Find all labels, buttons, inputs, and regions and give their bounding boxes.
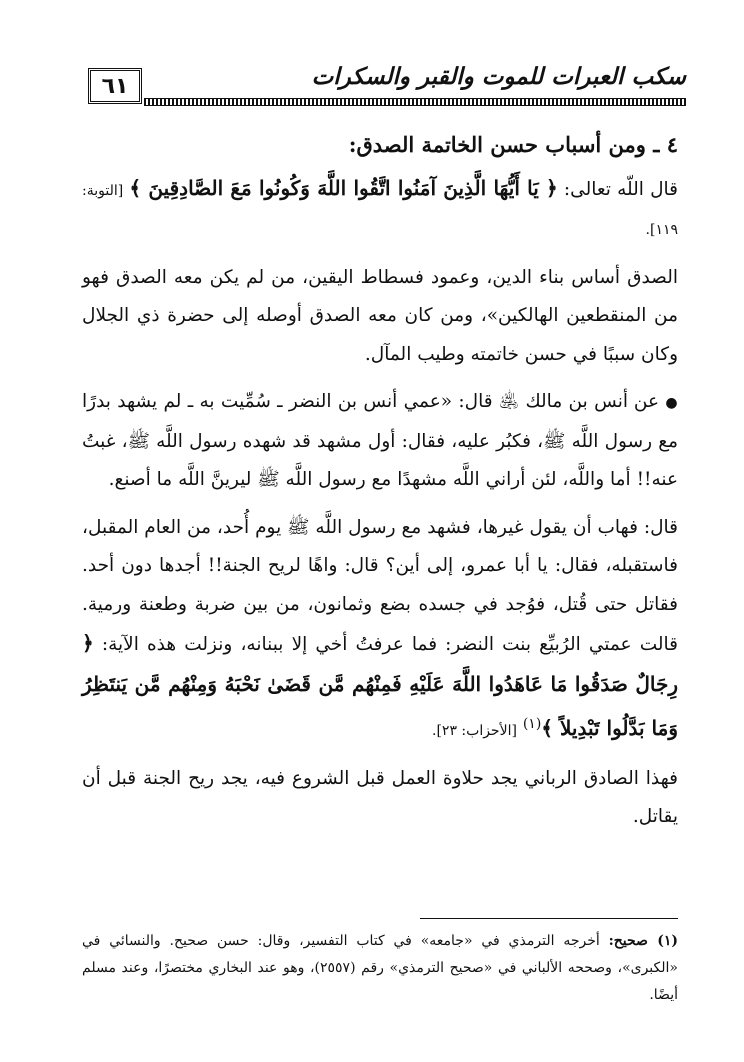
footnote-marker: (١) [522, 716, 542, 732]
hadith-continuation [82, 509, 678, 751]
section-heading: ٤ ـ ومن أسباب حسن الخاتمة الصدق: [348, 132, 678, 157]
bullet-marker: ● [665, 395, 678, 411]
footnote-text: أخرجه الترمذي في «جامعه» في كتاب التفسير، وقال: حسن صحيح. والنسائي في «الكبرى»، وصححه الألباني في «صحيح الترمذي» رقم (٢٥٥٧)، وهو عند البخاري مختصرًا، وعند مسلم أيضًا. [82, 933, 678, 1003]
verse-paragraph [82, 169, 678, 250]
closing-paragraph: فهذا الصادق الرباني يجد حلاوة العمل قبل الشروع فيه، يجد ريح الجنة قبل أن يقاتل. [82, 767, 678, 828]
body-text [82, 126, 678, 837]
hadith-text: عن أنس بن مالك ﵁ قال: «عمي أنس بن النضر ـ سُمِّيت به ـ لم يشهد بدرًا مع رسول اللَّه ﷺ، فكبُر عليه، فقال: أول مشهد قد شهده رسول اللَّه ﷺ، غبتُ عنه!! أما واللَّه، لئن أراني اللَّه مشهدًا مع رسول اللَّه ﷺ ليرينَّ اللَّه ما أصنع. [82, 391, 678, 490]
quran-verse: ﴿ يَا أَيُّهَا الَّذِينَ آمَنُوا اتَّقُوا اللَّهَ وَكُونُوا مَعَ الصَّادِقِينَ ﴾ [129, 175, 558, 200]
footnote-label: (١) صحيح: [608, 933, 678, 949]
page-number: ٦١ [88, 68, 142, 104]
hadith-continuation-text: قال: فهاب أن يقول غيرها، فشهد مع رسول اللَّه ﷺ يوم أُحد، من العام المقبل، فاستقبله، فقال: يا أبا عمرو، إلى أين؟ قال: واهًا لريح الجنة!! أجدها دون أحد. فقاتل حتى قُتل، فوُجد في جسده بضع وثمانون، من بين ضربة وطعنة ورمية. قالت عمتي الرُبيِّع بنت النضر: فما عرفتُ أخي إلا ببنانه، ونزلت هذه الآية: [82, 516, 678, 655]
verse-intro: قال اللّه تعالى: [563, 178, 678, 200]
quran-verse-2: ﴿ رِجَالٌ صَدَقُوا مَا عَاهَدُوا اللَّهَ عَلَيْهِ فَمِنْهُم مَّن قَضَىٰ نَحْبَهُ وَمِنْهُم مَّن يَنتَظِرُ وَمَا بَدَّلُوا تَبْدِيلاً ﴾ [82, 631, 678, 741]
hadith-paragraph [82, 383, 678, 500]
verse-reference: [التوبة: ١١٩]. [82, 182, 678, 238]
running-title: سكب العبرات للموت والقبر والسكرات [311, 64, 686, 90]
footnote-rule [420, 918, 678, 919]
page-header [88, 58, 686, 108]
header-rule [144, 98, 686, 106]
verse-reference-2: [الأحزاب: ٢٣]. [432, 723, 517, 740]
footnote [82, 928, 678, 1009]
paragraph-truthfulness: الصدق أساس بناء الدين، وعمود فسطاط اليقين، من لم يكن معه الصدق فهو من المنقطعين الهالكين»، ومن كان معه الصدق أوصله إلى حضرة ذي الجلال وكان سببًا في حسن خاتمته وطيب المآل. [82, 266, 678, 365]
